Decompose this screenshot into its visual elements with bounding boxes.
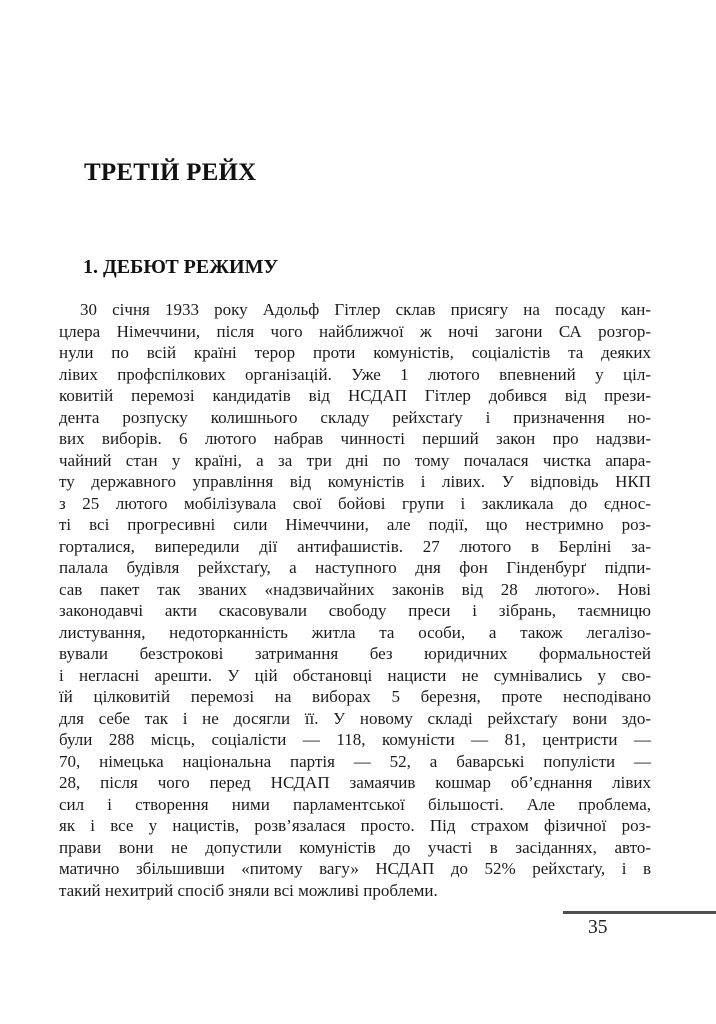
- paragraph-line: вих виборів. 6 лютого набрав чинності перший закон про надзви-: [59, 429, 651, 448]
- paragraph-line: як і все у нацистів, розв’язалася просто. Під страхом фізичної роз-: [59, 816, 651, 835]
- section-heading: 1. ДЕБЮТ РЕЖИМУ: [83, 256, 279, 278]
- paragraph-line: сав пакет так званих «надзвичайних законів від 28 лютого». Нові: [59, 579, 651, 599]
- paragraph-line: прави вони не допустили комуністів до участі в засіданнях, авто-: [59, 837, 651, 857]
- paragraph-line: дента розпуску колишнього складу рейхстаґу і призначення но-: [59, 407, 651, 427]
- page-footer: [563, 911, 716, 938]
- paragraph-line: цлера Німеччини, після чого найближчої ж ночі загони СА розгор-: [59, 321, 651, 341]
- paragraph-line: 30 січня 1933 року Адольф Гітлер склав присягу на посаду кан-: [80, 300, 651, 319]
- paragraph-line: були 288 місць, соціалісти — 118, комуністи — 81, центристи —: [59, 730, 651, 749]
- paragraph-line: і негласні арешти. У цій обстановці нацисти не сумнівались у сво-: [59, 665, 651, 685]
- page-number: 35: [588, 916, 608, 938]
- paragraph-line: їй цілковитій перемозі на виборах 5 березня, проте несподівано: [59, 687, 651, 706]
- paragraph-line: чайний стан у країні, а за три дні по тому почалася чистка апара-: [59, 450, 651, 470]
- paragraph-line: горталися, випередили дії антифашистів. 27 лютого в Берліні за-: [59, 536, 651, 556]
- paragraph-line: законодавчі акти скасовували свободу преси і зібрань, таємницю: [59, 601, 651, 620]
- paragraph: [59, 299, 651, 901]
- paragraph-line: ковитій перемозі кандидатів від НСДАП Гітлер добився від прези-: [59, 386, 651, 405]
- paragraph-line: матично збільшивши «питому вагу» НСДАП до 52% рейхстаґу, і в: [59, 859, 651, 878]
- paragraph-line: 28, після чого перед НСДАП замаячив кошмар об’єднання лівих: [59, 773, 651, 792]
- paragraph-line: лівих профспілкових організацій. Уже 1 лютого впевнений у ціл-: [59, 364, 651, 384]
- paragraph-line: палала будівля рейхстаґу, а наступного дня фон Гінденбурґ підпи-: [59, 558, 651, 577]
- chapter-title: ТРЕТІЙ РЕЙХ: [84, 159, 257, 186]
- paragraph-line: такий нехитрий спосіб зняли всі можливі проблеми.: [59, 880, 438, 900]
- paragraph-line: сил і створення ними парламентської більшості. Але проблема,: [59, 794, 651, 814]
- paragraph-line: вували безстрокові затримання без юридичних формальностей: [59, 644, 651, 663]
- paragraph-line: листування, недоторканність житла та особи, а також легалізо-: [59, 622, 651, 642]
- paragraph-line: з 25 лютого мобілізувала свої бойові групи і закликала до єднос-: [59, 493, 651, 513]
- paragraph-line: 70, німецька національна партія — 52, а баварські популісти —: [59, 751, 651, 771]
- paragraph-line: ту державного управління від комуністів і лівих. У відповідь НКП: [59, 472, 651, 491]
- paragraph-line: нули по всій країні терор проти комуністів, соціалістів та деяких: [59, 343, 651, 362]
- paragraph-line: ті всі прогресивні сили Німеччини, але події, що нестримно роз-: [59, 515, 651, 534]
- paragraph-line: для себе так і не досягли її. У новому складі рейхстаґу вони здо-: [59, 708, 651, 728]
